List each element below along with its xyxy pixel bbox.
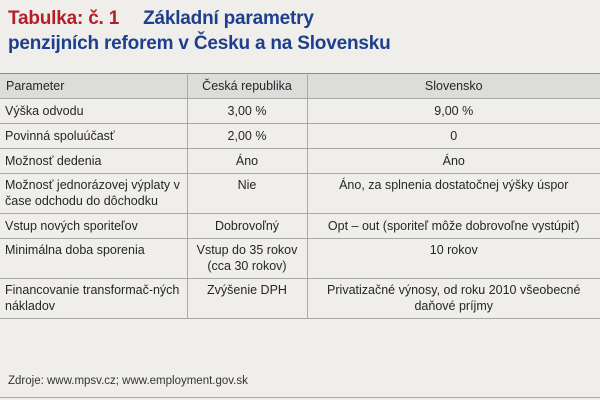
parameter-cell: Možnosť dedenia [0, 149, 187, 174]
slovak-value-cell: Opt – out (sporiteľ môže dobrovoľne vystúpiť) [307, 214, 600, 239]
parameter-cell: Vstup nových sporiteľov [0, 214, 187, 239]
slovak-value-cell: Áno, za splnenia dostatočnej výšky úspor [307, 174, 600, 214]
table-row [0, 239, 600, 279]
table-row [0, 279, 600, 319]
title-text-line-1: Základní parametry [143, 8, 314, 29]
parameter-cell: Minimálna doba sporenia [0, 239, 187, 279]
table-row [0, 124, 600, 149]
czech-value-cell: 2,00 % [187, 124, 307, 149]
title-line-1 [8, 6, 592, 31]
table-row [0, 99, 600, 124]
table-row [0, 214, 600, 239]
czech-value-cell: Nie [187, 174, 307, 214]
table-number-label: Tabulka: č. 1 [8, 8, 120, 29]
table-row [0, 174, 600, 214]
parameter-cell: Financovanie transformač-ných nákladov [0, 279, 187, 319]
table-row [0, 149, 600, 174]
parameters-table [0, 73, 600, 319]
slovak-value-cell: Áno [307, 149, 600, 174]
czech-value-cell: Dobrovoľný [187, 214, 307, 239]
czech-value-cell: Áno [187, 149, 307, 174]
table-title [8, 6, 592, 56]
czech-value-cell: Vstup do 35 rokov (cca 30 rokov) [187, 239, 307, 279]
column-header-slovakia: Slovensko [307, 74, 600, 99]
parameter-cell: Výška odvodu [0, 99, 187, 124]
slovak-value-cell: 10 rokov [307, 239, 600, 279]
source-note: Zdroje: www.mpsv.cz; www.employment.gov.sk [8, 375, 248, 387]
column-header-czech-republic: Česká republika [187, 74, 307, 99]
bottom-divider [0, 397, 600, 398]
title-text-line-2: penzijních reforem v Česku a na Slovensku [8, 33, 391, 54]
slovak-value-cell: 9,00 % [307, 99, 600, 124]
slovak-value-cell: Privatizačné výnosy, od roku 2010 všeobecné daňové príjmy [307, 279, 600, 319]
slovak-value-cell: 0 [307, 124, 600, 149]
parameter-cell: Povinná spoluúčasť [0, 124, 187, 149]
table-header-row [0, 74, 600, 99]
parameter-cell: Možnosť jednorázovej výplaty v čase odchodu do dôchodku [0, 174, 187, 214]
czech-value-cell: Zvýšenie DPH [187, 279, 307, 319]
czech-value-cell: 3,00 % [187, 99, 307, 124]
column-header-parameter: Parameter [0, 74, 187, 99]
